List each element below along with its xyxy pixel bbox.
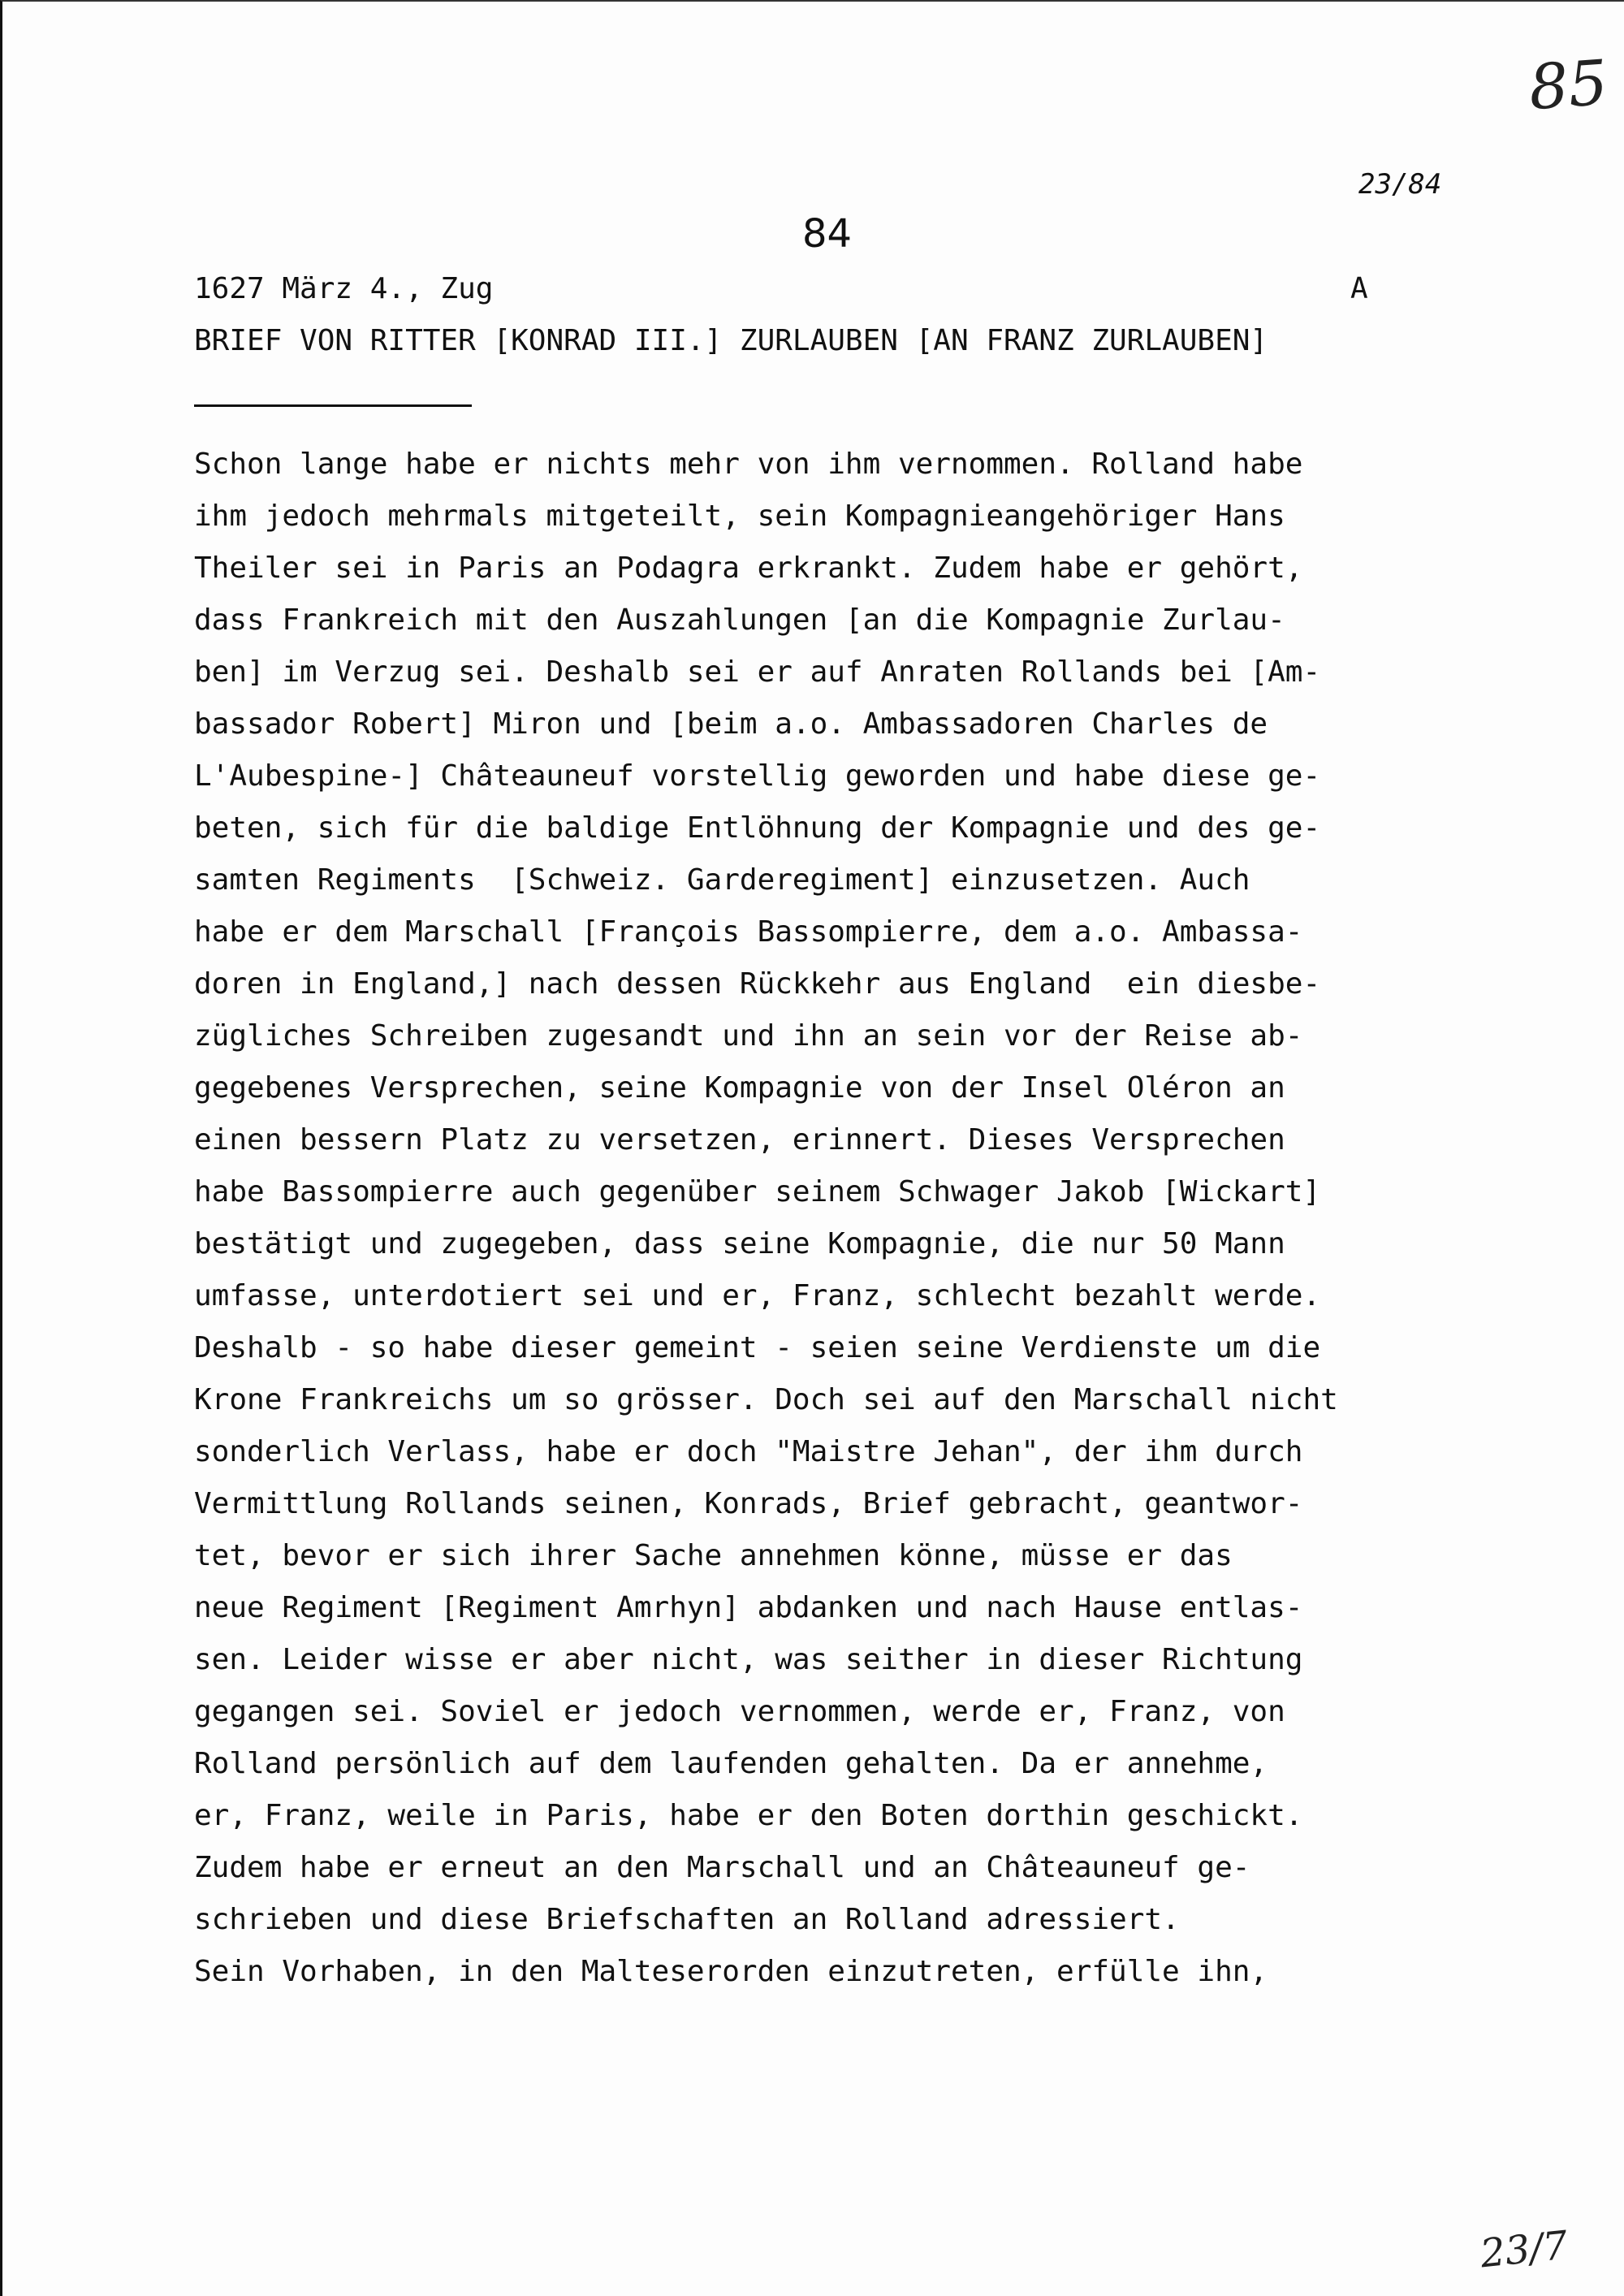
document-title: BRIEF VON RITTER [KONRAD III.] ZURLAUBEN [AN FRANZ ZURLAUBEN] bbox=[194, 324, 1268, 357]
body-line: gegebenes Versprechen, seine Kompagnie von der Insel Oléron an bbox=[194, 1071, 1285, 1105]
body-line: samten Regiments [Schweiz. Garderegiment] einzusetzen. Auch bbox=[194, 863, 1250, 897]
body-line: zügliches Schreiben zugesandt und ihn an sein vor der Reise ab- bbox=[194, 1019, 1303, 1053]
reference-number: 23/84 bbox=[1358, 168, 1442, 201]
body-line: schrieben und diese Briefschaften an Rolland adressiert. bbox=[194, 1903, 1180, 1936]
body-line: Sein Vorhaben, in den Malteserorden einzutreten, erfülle ihn, bbox=[194, 1955, 1268, 1988]
separator-rule bbox=[194, 404, 472, 407]
body-line: beten, sich für die baldige Entlöhnung der Kompagnie und des ge- bbox=[194, 811, 1321, 845]
body-line: Zudem habe er erneut an den Marschall und an Châteauneuf ge- bbox=[194, 1851, 1250, 1884]
handwritten-bottom-number: 23/7 bbox=[1478, 2222, 1570, 2277]
body-line: Vermittlung Rollands seinen, Konrads, Brief gebracht, geantwor- bbox=[194, 1487, 1303, 1520]
page-number: 84 bbox=[802, 211, 853, 257]
date-place-line: 1627 März 4., Zug bbox=[194, 272, 494, 305]
body-line: Rolland persönlich auf dem laufenden gehalten. Da er annehme, bbox=[194, 1747, 1268, 1780]
body-line: ihm jedoch mehrmals mitgeteilt, sein Kompagnieangehöriger Hans bbox=[194, 499, 1285, 533]
body-line: bassador Robert] Miron und [beim a.o. Ambassadoren Charles de bbox=[194, 707, 1268, 741]
handwritten-folio-number: 85 bbox=[1527, 45, 1610, 124]
body-line: sen. Leider wisse er aber nicht, was seither in dieser Richtung bbox=[194, 1643, 1303, 1676]
body-line: tet, bevor er sich ihrer Sache annehmen könne, müsse er das bbox=[194, 1539, 1233, 1572]
body-line: doren in England,] nach dessen Rückkehr aus England ein diesbe- bbox=[194, 967, 1321, 1001]
body-line: umfasse, unterdotiert sei und er, Franz, schlecht bezahlt werde. bbox=[194, 1279, 1321, 1312]
body-line: ben] im Verzug sei. Deshalb sei er auf Anraten Rollands bei [Am- bbox=[194, 655, 1321, 689]
body-line: bestätigt und zugegeben, dass seine Kompagnie, die nur 50 Mann bbox=[194, 1227, 1285, 1260]
body-line: sonderlich Verlass, habe er doch "Maistre Jehan", der ihm durch bbox=[194, 1435, 1303, 1468]
body-line: neue Regiment [Regiment Amrhyn] abdanken und nach Hause entlas- bbox=[194, 1591, 1303, 1624]
body-line: Schon lange habe er nichts mehr von ihm vernommen. Rolland habe bbox=[194, 448, 1303, 481]
body-line: Theiler sei in Paris an Podagra erkrankt. Zudem habe er gehört, bbox=[194, 551, 1303, 585]
body-line: L'Aubespine-] Châteauneuf vorstellig geworden und habe diese ge- bbox=[194, 759, 1321, 793]
body-line: habe er dem Marschall [François Bassompierre, dem a.o. Ambassa- bbox=[194, 915, 1303, 949]
body-line: gegangen sei. Soviel er jedoch vernommen, werde er, Franz, von bbox=[194, 1695, 1285, 1728]
body-line: einen bessern Platz zu versetzen, erinnert. Dieses Versprechen bbox=[194, 1123, 1285, 1157]
body-line: Krone Frankreichs um so grösser. Doch sei auf den Marschall nicht bbox=[194, 1383, 1338, 1416]
body-line: habe Bassompierre auch gegenüber seinem Schwager Jakob [Wickart] bbox=[194, 1175, 1321, 1209]
body-line: Deshalb - so habe dieser gemeint - seien seine Verdienste um die bbox=[194, 1331, 1321, 1364]
body-text bbox=[194, 439, 1607, 1998]
body-line: er, Franz, weile in Paris, habe er den Boten dorthin geschickt. bbox=[194, 1799, 1303, 1832]
version-mark: A bbox=[1350, 272, 1368, 305]
body-line: dass Frankreich mit den Auszahlungen [an die Kompagnie Zurlau- bbox=[194, 603, 1285, 637]
